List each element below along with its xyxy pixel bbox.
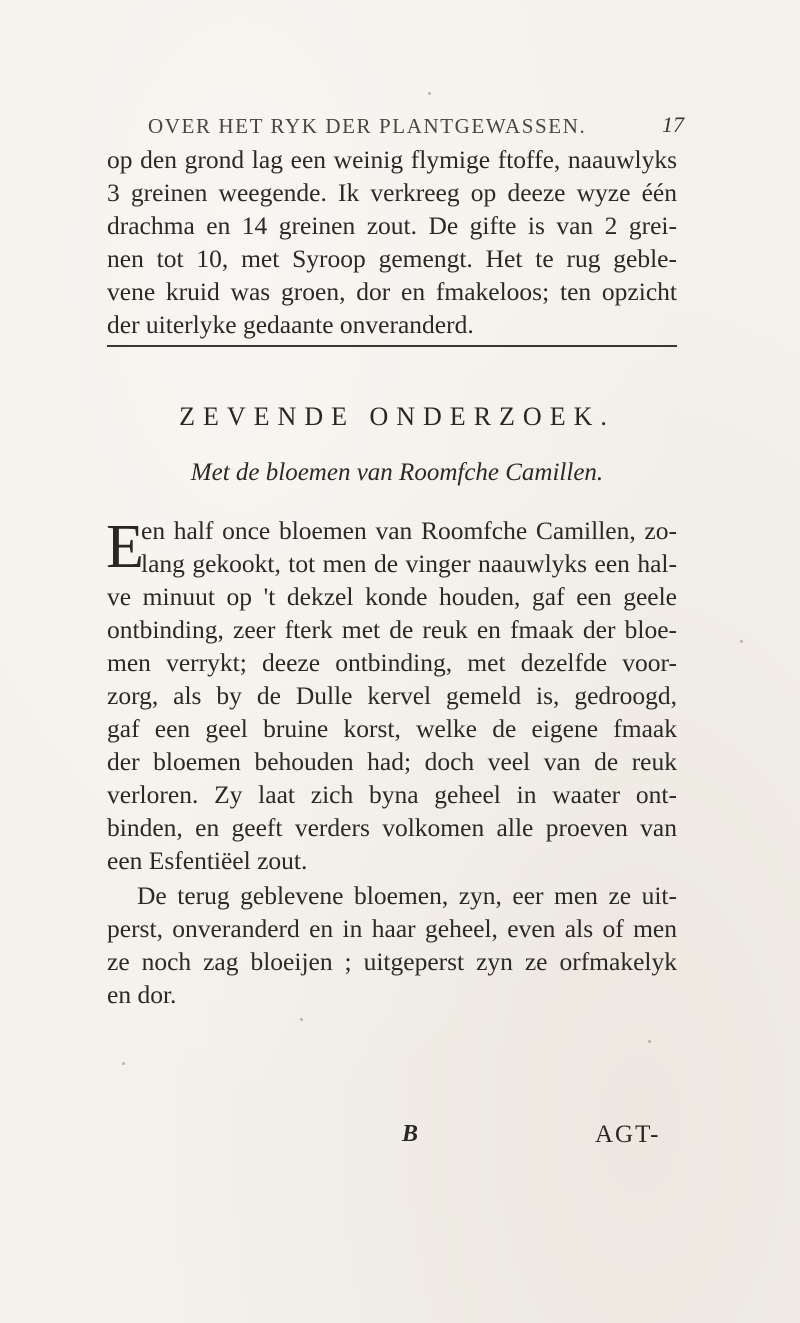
text-line: ve minuut op 't dekzel konde houden, gaf een geele — [107, 582, 677, 611]
text-line: op den grond lag een weinig flymige ftoffe, naauwlyks — [107, 145, 677, 174]
text-line: binden, en geeft verders volkomen alle proeven van — [107, 813, 677, 842]
text-line: drachma en 14 greinen zout. De gifte is van 2 grei- — [107, 211, 677, 240]
text-line: lang gekookt, tot men de vinger naauwlyks een hal- — [141, 549, 677, 578]
text-line: 3 greinen weegende. Ik verkreeg op deeze wyze één — [107, 178, 677, 207]
page-number: 17 — [662, 112, 684, 137]
running-head: OVER HET RYK DER PLANTGEWASSEN. — [148, 114, 587, 138]
catchword: AGT- — [595, 1121, 661, 1148]
text-line: gaf een geel bruine korst, welke de eigene fmaak — [107, 714, 677, 743]
paragraph-1 — [107, 143, 677, 341]
paper-speck — [122, 1062, 125, 1065]
text-line: De terug geblevene bloemen, zyn, eer men ze uit- — [137, 881, 677, 910]
page-footer — [107, 1121, 677, 1161]
text-line: perst, onveranderd en in haar geheel, even als of men — [107, 914, 677, 943]
paragraph-2 — [107, 514, 677, 877]
paper-speck — [428, 92, 431, 95]
text-line: ontbinding, zeer fterk met de reuk en fmaak der bloe- — [107, 615, 677, 644]
text-line: der bloemen behouden had; doch veel van de reuk — [107, 747, 677, 776]
text-line: verloren. Zy laat zich byna geheel in waater ont- — [107, 780, 677, 809]
drop-cap: E — [106, 513, 144, 581]
text-line: een Esfentiëel zout. — [107, 846, 308, 875]
text-line: nen tot 10, met Syroop gemengt. Het te rug geble- — [107, 244, 677, 273]
section-subtitle: Met de bloemen van Roomfche Camillen. — [190, 459, 604, 486]
text-line: en dor. — [107, 980, 177, 1009]
paper-speck — [648, 1040, 651, 1043]
text-line: en half once bloemen van Roomfche Camillen, zo- — [141, 516, 677, 545]
paper-speck — [740, 640, 743, 643]
text-line: zorg, als by de Dulle kervel gemeld is, gedroogd, — [107, 681, 677, 710]
paper-speck — [300, 1018, 303, 1021]
section-title: ZEVENDE ONDERZOEK. — [179, 402, 615, 431]
section-rule — [107, 345, 677, 347]
signature-mark: B — [402, 1121, 419, 1147]
text-line: ze noch zag bloeijen ; uitgeperst zyn ze orfmakelyk — [107, 947, 677, 976]
text-line: men verrykt; deeze ontbinding, met dezelfde voor- — [107, 648, 677, 677]
text-line: vene kruid was groen, dor en fmakeloos; ten opzicht — [107, 277, 677, 306]
text-line: der uiterlyke gedaante onveranderd. — [107, 310, 474, 339]
paragraph-3 — [107, 879, 677, 1011]
